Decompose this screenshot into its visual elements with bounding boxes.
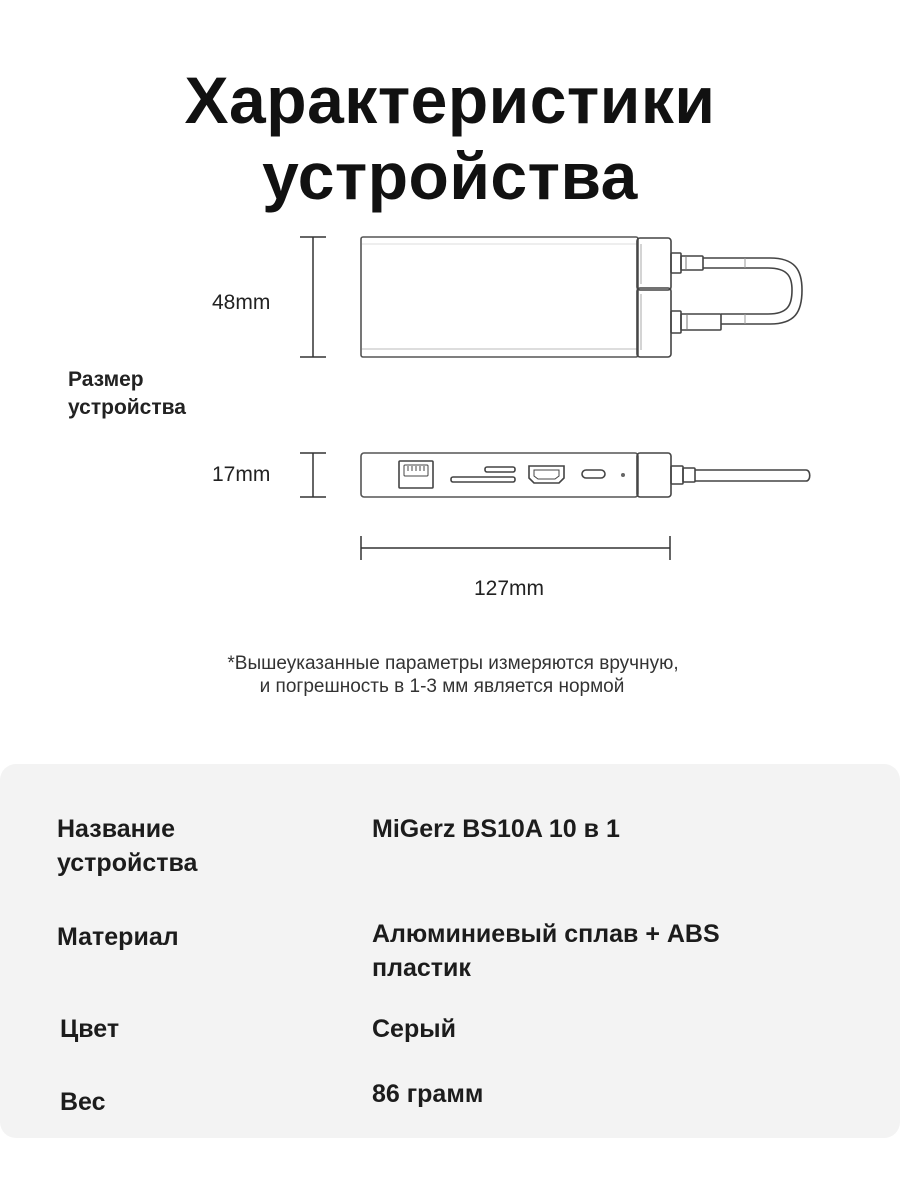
spec-key-weight: Вес (60, 1088, 106, 1116)
spec-value-color: Серый (372, 1015, 456, 1043)
spec-key-name (57, 812, 317, 880)
spec-key-name-line-2: устройства (57, 849, 198, 877)
spec-key-name-line-1: Название (57, 815, 176, 843)
measurement-note (0, 652, 900, 698)
length-dimension-line (361, 536, 670, 560)
spec-value-material-line-2: пластик (372, 954, 471, 982)
spec-value-material-line-1: Алюминиевый сплав + ABS (372, 920, 720, 948)
length-value: 127mm (474, 577, 545, 600)
spec-value-material (372, 917, 812, 985)
spec-key-color: Цвет (60, 1015, 120, 1043)
height-dimension-line (300, 237, 326, 357)
title-line-2: устройства (262, 139, 638, 213)
spec-key-material: Материал (57, 923, 179, 951)
measurement-note-line-2: и погрешность в 1-3 мм является нормой (259, 676, 625, 697)
device-size-label (68, 366, 186, 422)
spec-value-weight: 86 грамм (372, 1080, 484, 1108)
thickness-dimension-line (300, 453, 326, 497)
specs-table (0, 764, 900, 1138)
usb-c-port-icon (582, 470, 605, 478)
spec-value-name: MiGerz BS10A 10 в 1 (372, 815, 620, 843)
ethernet-port-icon (399, 461, 433, 488)
thickness-value: 17mm (212, 463, 271, 486)
title-line-1: Характеристики (184, 63, 716, 137)
height-value: 48mm (212, 291, 271, 314)
status-led-icon (621, 473, 625, 477)
device-side-view (361, 453, 810, 497)
device-size-label-line-1: Размер (68, 368, 144, 391)
device-size-label-line-2: устройства (68, 396, 186, 419)
device-top-view (361, 237, 802, 357)
measurement-note-line-1: *Вышеуказанные параметры измеряются вручную, (227, 653, 679, 674)
card-reader-slot-icon (451, 467, 515, 482)
